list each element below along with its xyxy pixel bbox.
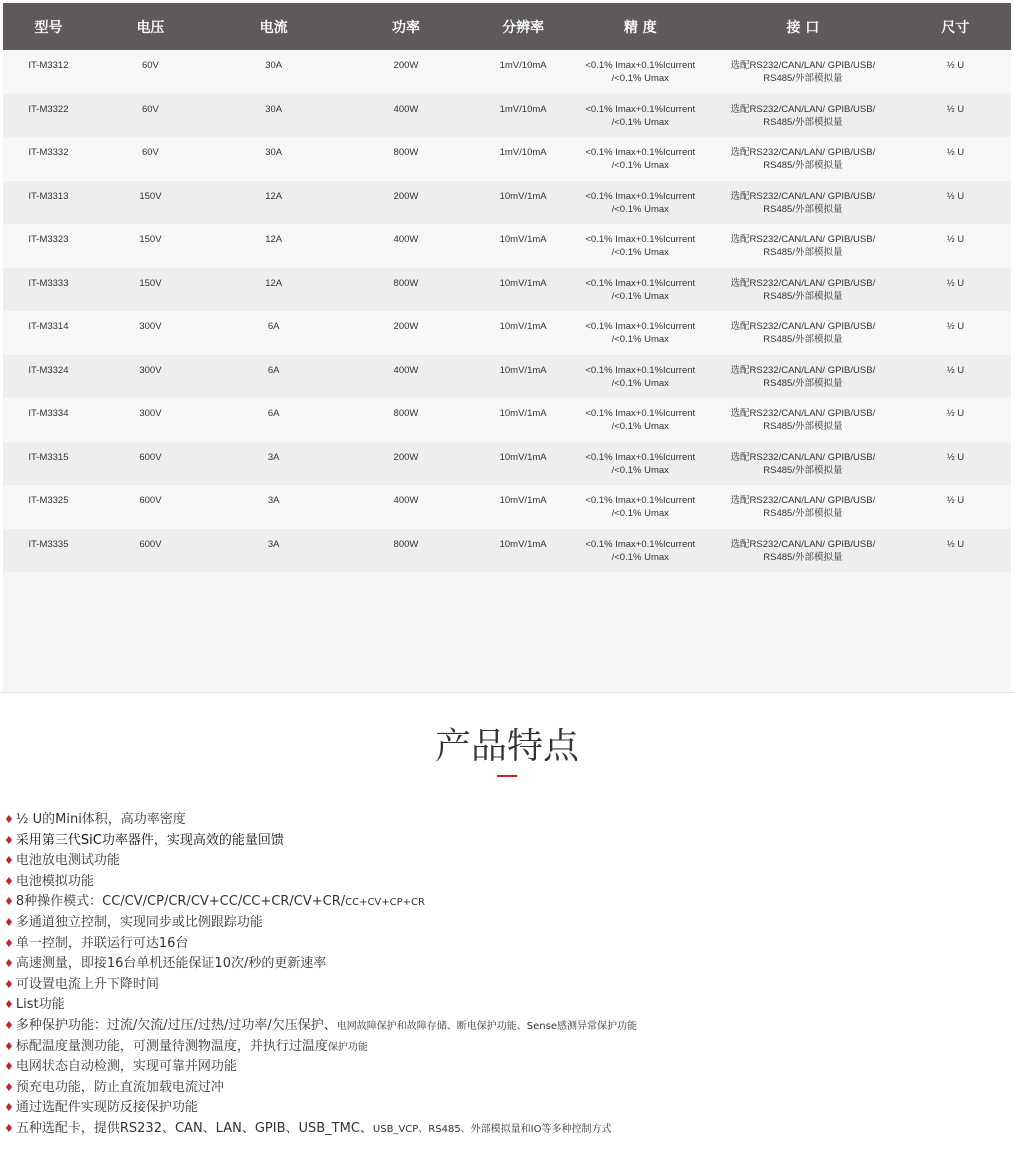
cell-current: 12A bbox=[265, 190, 283, 202]
cell-voltage: 60V bbox=[141, 103, 159, 115]
interface-line-1: 选配RS232/CAN/LAN/ GPIB/USB/ bbox=[730, 190, 876, 202]
cell-voltage: 150V bbox=[139, 190, 162, 202]
cell-interface bbox=[706, 137, 900, 181]
feature-item bbox=[4, 1016, 1009, 1037]
cell-size: ½ U bbox=[946, 277, 965, 289]
feature-small-text: 保护功能 bbox=[327, 1041, 368, 1053]
cell-interface bbox=[706, 50, 900, 94]
feature-item bbox=[4, 1098, 1009, 1119]
cell-power: 200W bbox=[393, 60, 419, 71]
table-row bbox=[3, 268, 1011, 312]
accuracy-line-1: <0.1% Imax+0.1%Icurrent bbox=[585, 451, 696, 463]
cell-interface bbox=[706, 529, 900, 573]
accuracy-line-2: /<0.1% Umax bbox=[611, 377, 669, 389]
feature-item bbox=[4, 1057, 1009, 1078]
cell-size: ½ U bbox=[946, 364, 965, 376]
cell-current: 12A bbox=[265, 234, 283, 245]
cell-accuracy bbox=[575, 442, 706, 486]
header-model: 型号 bbox=[34, 19, 63, 36]
interface-line-2: RS485/外部模拟量 bbox=[763, 334, 843, 345]
feature-item bbox=[4, 810, 1009, 831]
feature-item bbox=[4, 1078, 1009, 1099]
cell-voltage: 300V bbox=[139, 321, 162, 332]
spec-table bbox=[3, 3, 1011, 572]
feature-item bbox=[4, 872, 1009, 893]
cell-interface bbox=[706, 355, 900, 399]
cell-interface bbox=[706, 181, 900, 225]
interface-line-2: RS485/外部模拟量 bbox=[763, 377, 843, 389]
accuracy-line-1: <0.1% Imax+0.1%Icurrent bbox=[585, 60, 696, 71]
table-row bbox=[3, 224, 1011, 268]
cell-model: IT-M3312 bbox=[28, 60, 69, 71]
header-power: 功率 bbox=[391, 19, 420, 36]
accuracy-line-2: /<0.1% Umax bbox=[611, 421, 669, 432]
cell-interface bbox=[706, 224, 900, 268]
diamond-bullet-icon: ♦ bbox=[4, 895, 14, 909]
cell-size: ½ U bbox=[946, 190, 965, 202]
cell-resolution: 10mV/1mA bbox=[499, 234, 547, 245]
cell-resolution: 10mV/1mA bbox=[499, 538, 547, 550]
feature-item bbox=[4, 934, 1009, 955]
diamond-bullet-icon: ♦ bbox=[4, 833, 14, 847]
diamond-bullet-icon: ♦ bbox=[4, 1080, 14, 1094]
feature-small-text: CC+CV+CP+CR bbox=[345, 897, 425, 909]
interface-line-1: 选配RS232/CAN/LAN/ GPIB/USB/ bbox=[730, 538, 876, 550]
feature-small-text: 电网故障保护和故障存储、断电保护功能、Sense感测异常保护功能 bbox=[336, 1020, 637, 1032]
header-current: 电流 bbox=[259, 19, 288, 36]
header-row bbox=[3, 3, 1011, 50]
interface-line-1: 选配RS232/CAN/LAN/ GPIB/USB/ bbox=[730, 451, 876, 463]
interface-line-1: 选配RS232/CAN/LAN/ GPIB/USB/ bbox=[730, 234, 876, 245]
accuracy-line-1: <0.1% Imax+0.1%Icurrent bbox=[585, 277, 696, 289]
cell-power: 200W bbox=[393, 321, 419, 332]
accuracy-line-1: <0.1% Imax+0.1%Icurrent bbox=[585, 234, 696, 245]
table-row bbox=[3, 181, 1011, 225]
cell-interface bbox=[706, 398, 900, 442]
spec-table-container bbox=[3, 3, 1011, 572]
cell-power: 400W bbox=[393, 234, 419, 245]
features-list bbox=[4, 810, 1009, 1140]
cell-power: 800W bbox=[393, 277, 419, 289]
feature-text: 五种选配卡，提供RS232、CAN、LAN、GPIB、USB_TMC、 bbox=[15, 1120, 373, 1136]
accuracy-line-2: /<0.1% Umax bbox=[611, 290, 669, 302]
cell-resolution: 10mV/1mA bbox=[499, 451, 547, 463]
diamond-bullet-icon: ♦ bbox=[4, 915, 14, 929]
cell-interface bbox=[706, 485, 900, 529]
cell-size: ½ U bbox=[946, 495, 965, 506]
accuracy-line-1: <0.1% Imax+0.1%Icurrent bbox=[585, 495, 696, 506]
cell-model: IT-M3314 bbox=[28, 321, 69, 332]
interface-line-1: 选配RS232/CAN/LAN/ GPIB/USB/ bbox=[730, 321, 876, 332]
feature-text: 预充电功能，防止直流加载电流过冲 bbox=[15, 1079, 224, 1095]
feature-item bbox=[4, 1119, 1009, 1140]
interface-line-2: RS485/外部模拟量 bbox=[763, 247, 843, 258]
cell-current: 6A bbox=[267, 321, 280, 332]
table-row bbox=[3, 137, 1011, 181]
cell-power: 400W bbox=[393, 495, 419, 506]
cell-voltage: 150V bbox=[139, 277, 162, 289]
cell-accuracy bbox=[575, 529, 706, 573]
cell-resolution: 1mV/10mA bbox=[499, 60, 547, 71]
diamond-bullet-icon: ♦ bbox=[4, 936, 14, 950]
accuracy-line-1: <0.1% Imax+0.1%Icurrent bbox=[585, 103, 696, 115]
cell-size: ½ U bbox=[946, 408, 965, 419]
accuracy-line-2: /<0.1% Umax bbox=[611, 116, 669, 128]
cell-current: 6A bbox=[267, 364, 280, 376]
cell-resolution: 1mV/10mA bbox=[499, 147, 547, 158]
table-row bbox=[3, 485, 1011, 529]
cell-power: 800W bbox=[393, 408, 419, 419]
diamond-bullet-icon: ♦ bbox=[4, 1101, 14, 1115]
feature-text: 多通道独立控制，实现同步或比例跟踪功能 bbox=[15, 914, 263, 930]
cell-resolution: 10mV/1mA bbox=[499, 364, 547, 376]
feature-text: 电池放电测试功能 bbox=[15, 853, 120, 869]
cell-current: 30A bbox=[265, 103, 283, 115]
cell-model: IT-M3315 bbox=[28, 451, 69, 463]
feature-item bbox=[4, 851, 1009, 872]
cell-power: 200W bbox=[393, 190, 419, 202]
features-title: 产品特点 bbox=[434, 726, 579, 767]
feature-item bbox=[4, 892, 1009, 913]
cell-size: ½ U bbox=[946, 60, 965, 71]
feature-text: 单一控制，并联运行可达16台 bbox=[15, 935, 189, 951]
section-divider bbox=[0, 692, 1014, 693]
header-size: 尺寸 bbox=[941, 19, 970, 36]
cell-model: IT-M3313 bbox=[28, 190, 69, 202]
cell-power: 400W bbox=[393, 103, 419, 115]
cell-size: ½ U bbox=[946, 147, 965, 158]
cell-accuracy bbox=[575, 94, 706, 138]
cell-size: ½ U bbox=[946, 451, 965, 463]
accuracy-line-1: <0.1% Imax+0.1%Icurrent bbox=[585, 147, 696, 158]
table-row bbox=[3, 442, 1011, 486]
diamond-bullet-icon: ♦ bbox=[4, 957, 14, 971]
interface-line-1: 选配RS232/CAN/LAN/ GPIB/USB/ bbox=[730, 60, 876, 71]
cell-power: 800W bbox=[393, 538, 419, 550]
interface-line-2: RS485/外部模拟量 bbox=[763, 464, 843, 476]
feature-text: 电池模拟功能 bbox=[15, 873, 94, 889]
feature-text: 电网状态自动检测，实现可靠并网功能 bbox=[15, 1059, 237, 1075]
cell-size: ½ U bbox=[946, 103, 965, 115]
cell-current: 3A bbox=[267, 538, 280, 550]
cell-model: IT-M3332 bbox=[28, 147, 69, 158]
feature-text: 多种保护功能：过流/欠流/过压/过热/过功率/欠压保护、 bbox=[15, 1017, 337, 1033]
title-accent-line bbox=[497, 775, 517, 777]
feature-item bbox=[4, 1037, 1009, 1058]
interface-line-2: RS485/外部模拟量 bbox=[763, 73, 843, 84]
accuracy-line-2: /<0.1% Umax bbox=[611, 160, 669, 171]
interface-line-2: RS485/外部模拟量 bbox=[763, 160, 843, 171]
interface-line-1: 选配RS232/CAN/LAN/ GPIB/USB/ bbox=[730, 147, 876, 158]
cell-voltage: 60V bbox=[141, 60, 159, 71]
feature-text: 8种操作模式：CC/CV/CP/CR/CV+CC/CC+CR/CV+CR/ bbox=[15, 894, 346, 910]
cell-resolution: 10mV/1mA bbox=[499, 408, 547, 419]
accuracy-line-1: <0.1% Imax+0.1%Icurrent bbox=[585, 408, 696, 419]
cell-size: ½ U bbox=[946, 234, 965, 245]
feature-item bbox=[4, 913, 1009, 934]
cell-interface bbox=[706, 94, 900, 138]
diamond-bullet-icon: ♦ bbox=[4, 998, 14, 1012]
feature-text: 采用第三代SiC功率器件，实现高效的能量回馈 bbox=[15, 832, 284, 848]
cell-voltage: 600V bbox=[139, 538, 162, 550]
table-footer-area bbox=[3, 572, 1011, 692]
cell-model: IT-M3322 bbox=[28, 103, 69, 115]
accuracy-line-2: /<0.1% Umax bbox=[611, 508, 669, 519]
feature-text: 可设置电流上升下降时间 bbox=[15, 976, 159, 992]
accuracy-line-1: <0.1% Imax+0.1%Icurrent bbox=[585, 190, 696, 202]
cell-model: IT-M3324 bbox=[28, 364, 69, 376]
cell-accuracy bbox=[575, 311, 706, 355]
accuracy-line-2: /<0.1% Umax bbox=[611, 203, 669, 215]
table-row bbox=[3, 50, 1011, 94]
cell-interface bbox=[706, 268, 900, 312]
interface-line-1: 选配RS232/CAN/LAN/ GPIB/USB/ bbox=[730, 103, 876, 115]
table-row bbox=[3, 311, 1011, 355]
accuracy-line-1: <0.1% Imax+0.1%Icurrent bbox=[585, 538, 696, 550]
cell-accuracy bbox=[575, 268, 706, 312]
cell-power: 200W bbox=[393, 451, 419, 463]
cell-voltage: 300V bbox=[139, 408, 162, 419]
cell-model: IT-M3334 bbox=[28, 408, 69, 419]
interface-line-2: RS485/外部模拟量 bbox=[763, 421, 843, 432]
cell-accuracy bbox=[575, 398, 706, 442]
feature-small-text: USB_VCP、RS485、外部模拟量和IO等多种控制方式 bbox=[372, 1123, 612, 1135]
cell-model: IT-M3333 bbox=[28, 277, 69, 289]
cell-model: IT-M3325 bbox=[28, 495, 69, 506]
feature-text: 高速测量，即接16台单机还能保证10次/秒的更新速率 bbox=[15, 956, 327, 972]
interface-line-1: 选配RS232/CAN/LAN/ GPIB/USB/ bbox=[730, 364, 876, 376]
cell-current: 3A bbox=[267, 495, 280, 506]
feature-item bbox=[4, 975, 1009, 996]
cell-resolution: 10mV/1mA bbox=[499, 190, 547, 202]
cell-resolution: 1mV/10mA bbox=[499, 103, 547, 115]
cell-power: 800W bbox=[393, 147, 419, 158]
cell-size: ½ U bbox=[946, 538, 965, 550]
diamond-bullet-icon: ♦ bbox=[4, 874, 14, 888]
cell-current: 30A bbox=[265, 147, 283, 158]
diamond-bullet-icon: ♦ bbox=[4, 1060, 14, 1074]
interface-line-1: 选配RS232/CAN/LAN/ GPIB/USB/ bbox=[730, 408, 876, 419]
header-accuracy: 精 度 bbox=[623, 19, 657, 36]
feature-text: ½ U的Mini体积，高功率密度 bbox=[15, 812, 186, 827]
cell-resolution: 10mV/1mA bbox=[499, 495, 547, 506]
diamond-bullet-icon: ♦ bbox=[4, 854, 14, 868]
cell-resolution: 10mV/1mA bbox=[499, 277, 547, 289]
feature-text: 标配温度量测功能，可测量待测物温度，并执行过温度 bbox=[15, 1038, 328, 1054]
cell-accuracy bbox=[575, 224, 706, 268]
cell-resolution: 10mV/1mA bbox=[499, 321, 547, 332]
table-row bbox=[3, 529, 1011, 573]
header-resolution: 分辨率 bbox=[502, 19, 545, 36]
table-row bbox=[3, 94, 1011, 138]
cell-current: 6A bbox=[267, 408, 280, 419]
accuracy-line-2: /<0.1% Umax bbox=[611, 464, 669, 476]
feature-text: 通过选配件实现防反接保护功能 bbox=[15, 1100, 198, 1116]
header-voltage: 电压 bbox=[136, 19, 165, 36]
cell-current: 3A bbox=[267, 451, 280, 463]
diamond-bullet-icon: ♦ bbox=[4, 977, 14, 991]
diamond-bullet-icon: ♦ bbox=[4, 1121, 14, 1135]
accuracy-line-2: /<0.1% Umax bbox=[611, 334, 669, 345]
cell-voltage: 600V bbox=[139, 451, 162, 463]
cell-model: IT-M3335 bbox=[28, 538, 69, 550]
feature-item bbox=[4, 954, 1009, 975]
cell-current: 12A bbox=[265, 277, 283, 289]
accuracy-line-1: <0.1% Imax+0.1%Icurrent bbox=[585, 364, 696, 376]
table-header bbox=[3, 3, 1011, 50]
accuracy-line-2: /<0.1% Umax bbox=[611, 247, 669, 258]
table-row bbox=[3, 398, 1011, 442]
cell-voltage: 600V bbox=[139, 495, 162, 506]
cell-accuracy bbox=[575, 137, 706, 181]
header-interface: 接 口 bbox=[786, 19, 820, 36]
interface-line-2: RS485/外部模拟量 bbox=[763, 116, 843, 128]
cell-voltage: 60V bbox=[141, 147, 159, 158]
accuracy-line-1: <0.1% Imax+0.1%Icurrent bbox=[585, 321, 696, 332]
interface-line-2: RS485/外部模拟量 bbox=[763, 203, 843, 215]
cell-size: ½ U bbox=[946, 321, 965, 332]
cell-accuracy bbox=[575, 485, 706, 529]
diamond-bullet-icon: ♦ bbox=[4, 813, 14, 826]
cell-accuracy bbox=[575, 355, 706, 399]
cell-interface bbox=[706, 311, 900, 355]
accuracy-line-2: /<0.1% Umax bbox=[611, 551, 669, 563]
feature-item bbox=[4, 995, 1009, 1016]
table-body bbox=[3, 50, 1011, 572]
interface-line-2: RS485/外部模拟量 bbox=[763, 508, 843, 519]
cell-current: 30A bbox=[265, 60, 283, 71]
cell-voltage: 150V bbox=[139, 234, 162, 245]
feature-text: List功能 bbox=[15, 997, 65, 1013]
cell-accuracy bbox=[575, 50, 706, 94]
cell-model: IT-M3323 bbox=[28, 234, 69, 245]
feature-item bbox=[4, 831, 1009, 852]
interface-line-2: RS485/外部模拟量 bbox=[763, 551, 843, 563]
cell-power: 400W bbox=[393, 364, 419, 376]
cell-accuracy bbox=[575, 181, 706, 225]
accuracy-line-2: /<0.1% Umax bbox=[611, 73, 669, 84]
table-row bbox=[3, 355, 1011, 399]
diamond-bullet-icon: ♦ bbox=[4, 1039, 14, 1053]
interface-line-1: 选配RS232/CAN/LAN/ GPIB/USB/ bbox=[730, 495, 876, 506]
cell-voltage: 300V bbox=[139, 364, 162, 376]
cell-interface bbox=[706, 442, 900, 486]
interface-line-1: 选配RS232/CAN/LAN/ GPIB/USB/ bbox=[730, 277, 876, 289]
interface-line-2: RS485/外部模拟量 bbox=[763, 290, 843, 302]
diamond-bullet-icon: ♦ bbox=[4, 1018, 14, 1032]
